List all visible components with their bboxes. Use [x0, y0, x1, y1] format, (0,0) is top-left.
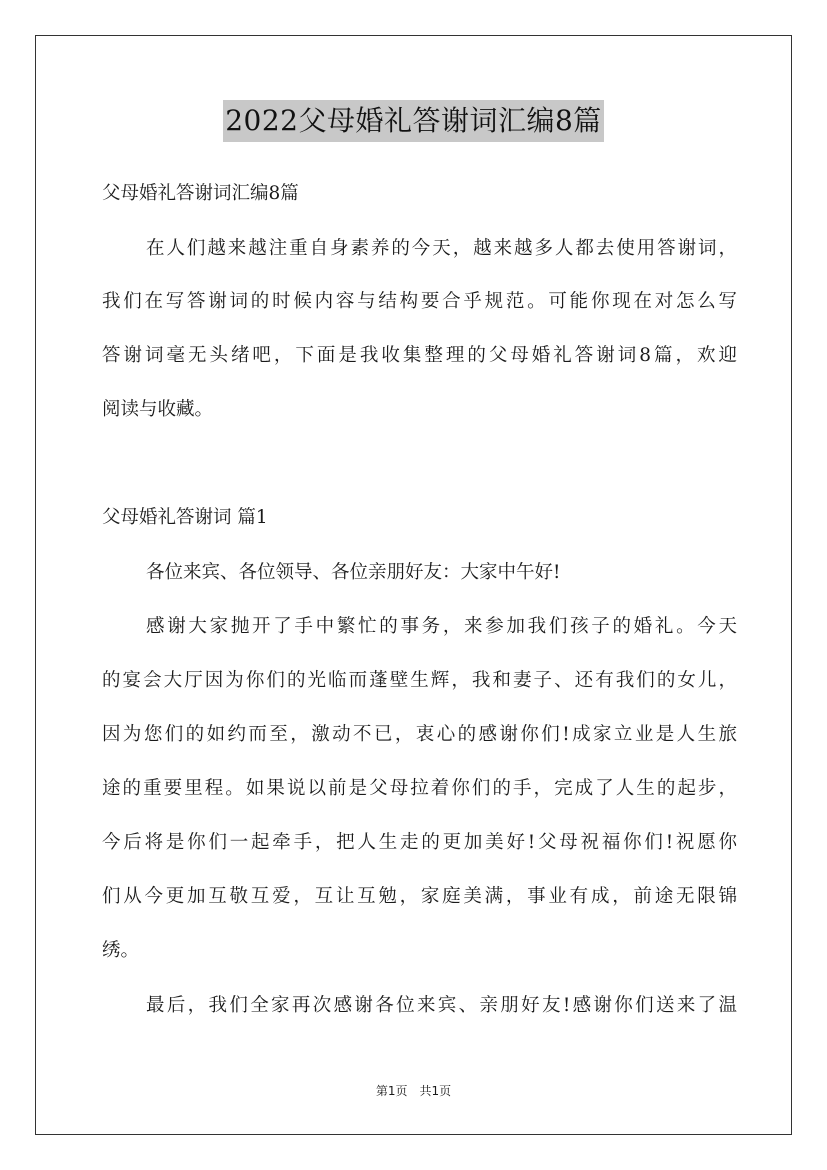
para2-line-5: 今后将是你们一起牵手，把人生走的更加美好!父母祝福你们!祝愿你 [102, 832, 737, 853]
intro-line-2: 我们在写答谢词的时候内容与结构要合乎规范。可能你现在对怎么写 [102, 291, 737, 312]
document-subtitle: 父母婚礼答谢词汇编8篇 [102, 183, 299, 204]
para2-line-6: 们从今更加互敬互爱，互让互勉，家庭美满，事业有成，前途无限锦 [102, 886, 737, 907]
greeting-line: 各位来宾、各位领导、各位亲朋好友：大家中午好! [146, 562, 561, 583]
title-container [0, 100, 827, 142]
para2-line-7: 绣。 [102, 940, 140, 961]
document-title: 2022父母婚礼答谢词汇编8篇 [223, 100, 604, 142]
page-footer: 第1页 共1页 [375, 1084, 452, 1098]
intro-line-1: 在人们越来越注重自身素养的今天，越来越多人都去使用答谢词， [146, 238, 737, 259]
intro-line-3: 答谢词毫无头绪吧，下面是我收集整理的父母婚礼答谢词8篇，欢迎 [102, 345, 737, 366]
para3-line-1: 最后，我们全家再次感谢各位来宾、亲朋好友!感谢你们送来了温 [146, 995, 737, 1016]
para2-line-2: 的宴会大厅因为你们的光临而蓬壁生辉，我和妻子、还有我们的女儿， [102, 670, 737, 691]
intro-line-4: 阅读与收藏。 [102, 399, 214, 420]
para2-line-3: 因为您们的如约而至，激动不已，衷心的感谢你们!成家立业是人生旅 [102, 724, 737, 745]
para2-line-4: 途的重要里程。如果说以前是父母拉着你们的手，完成了人生的起步， [102, 778, 737, 799]
para2-line-1: 感谢大家抛开了手中繁忙的事务，来参加我们孩子的婚礼。今天 [146, 616, 737, 637]
section-heading: 父母婚礼答谢词 篇1 [102, 507, 268, 528]
